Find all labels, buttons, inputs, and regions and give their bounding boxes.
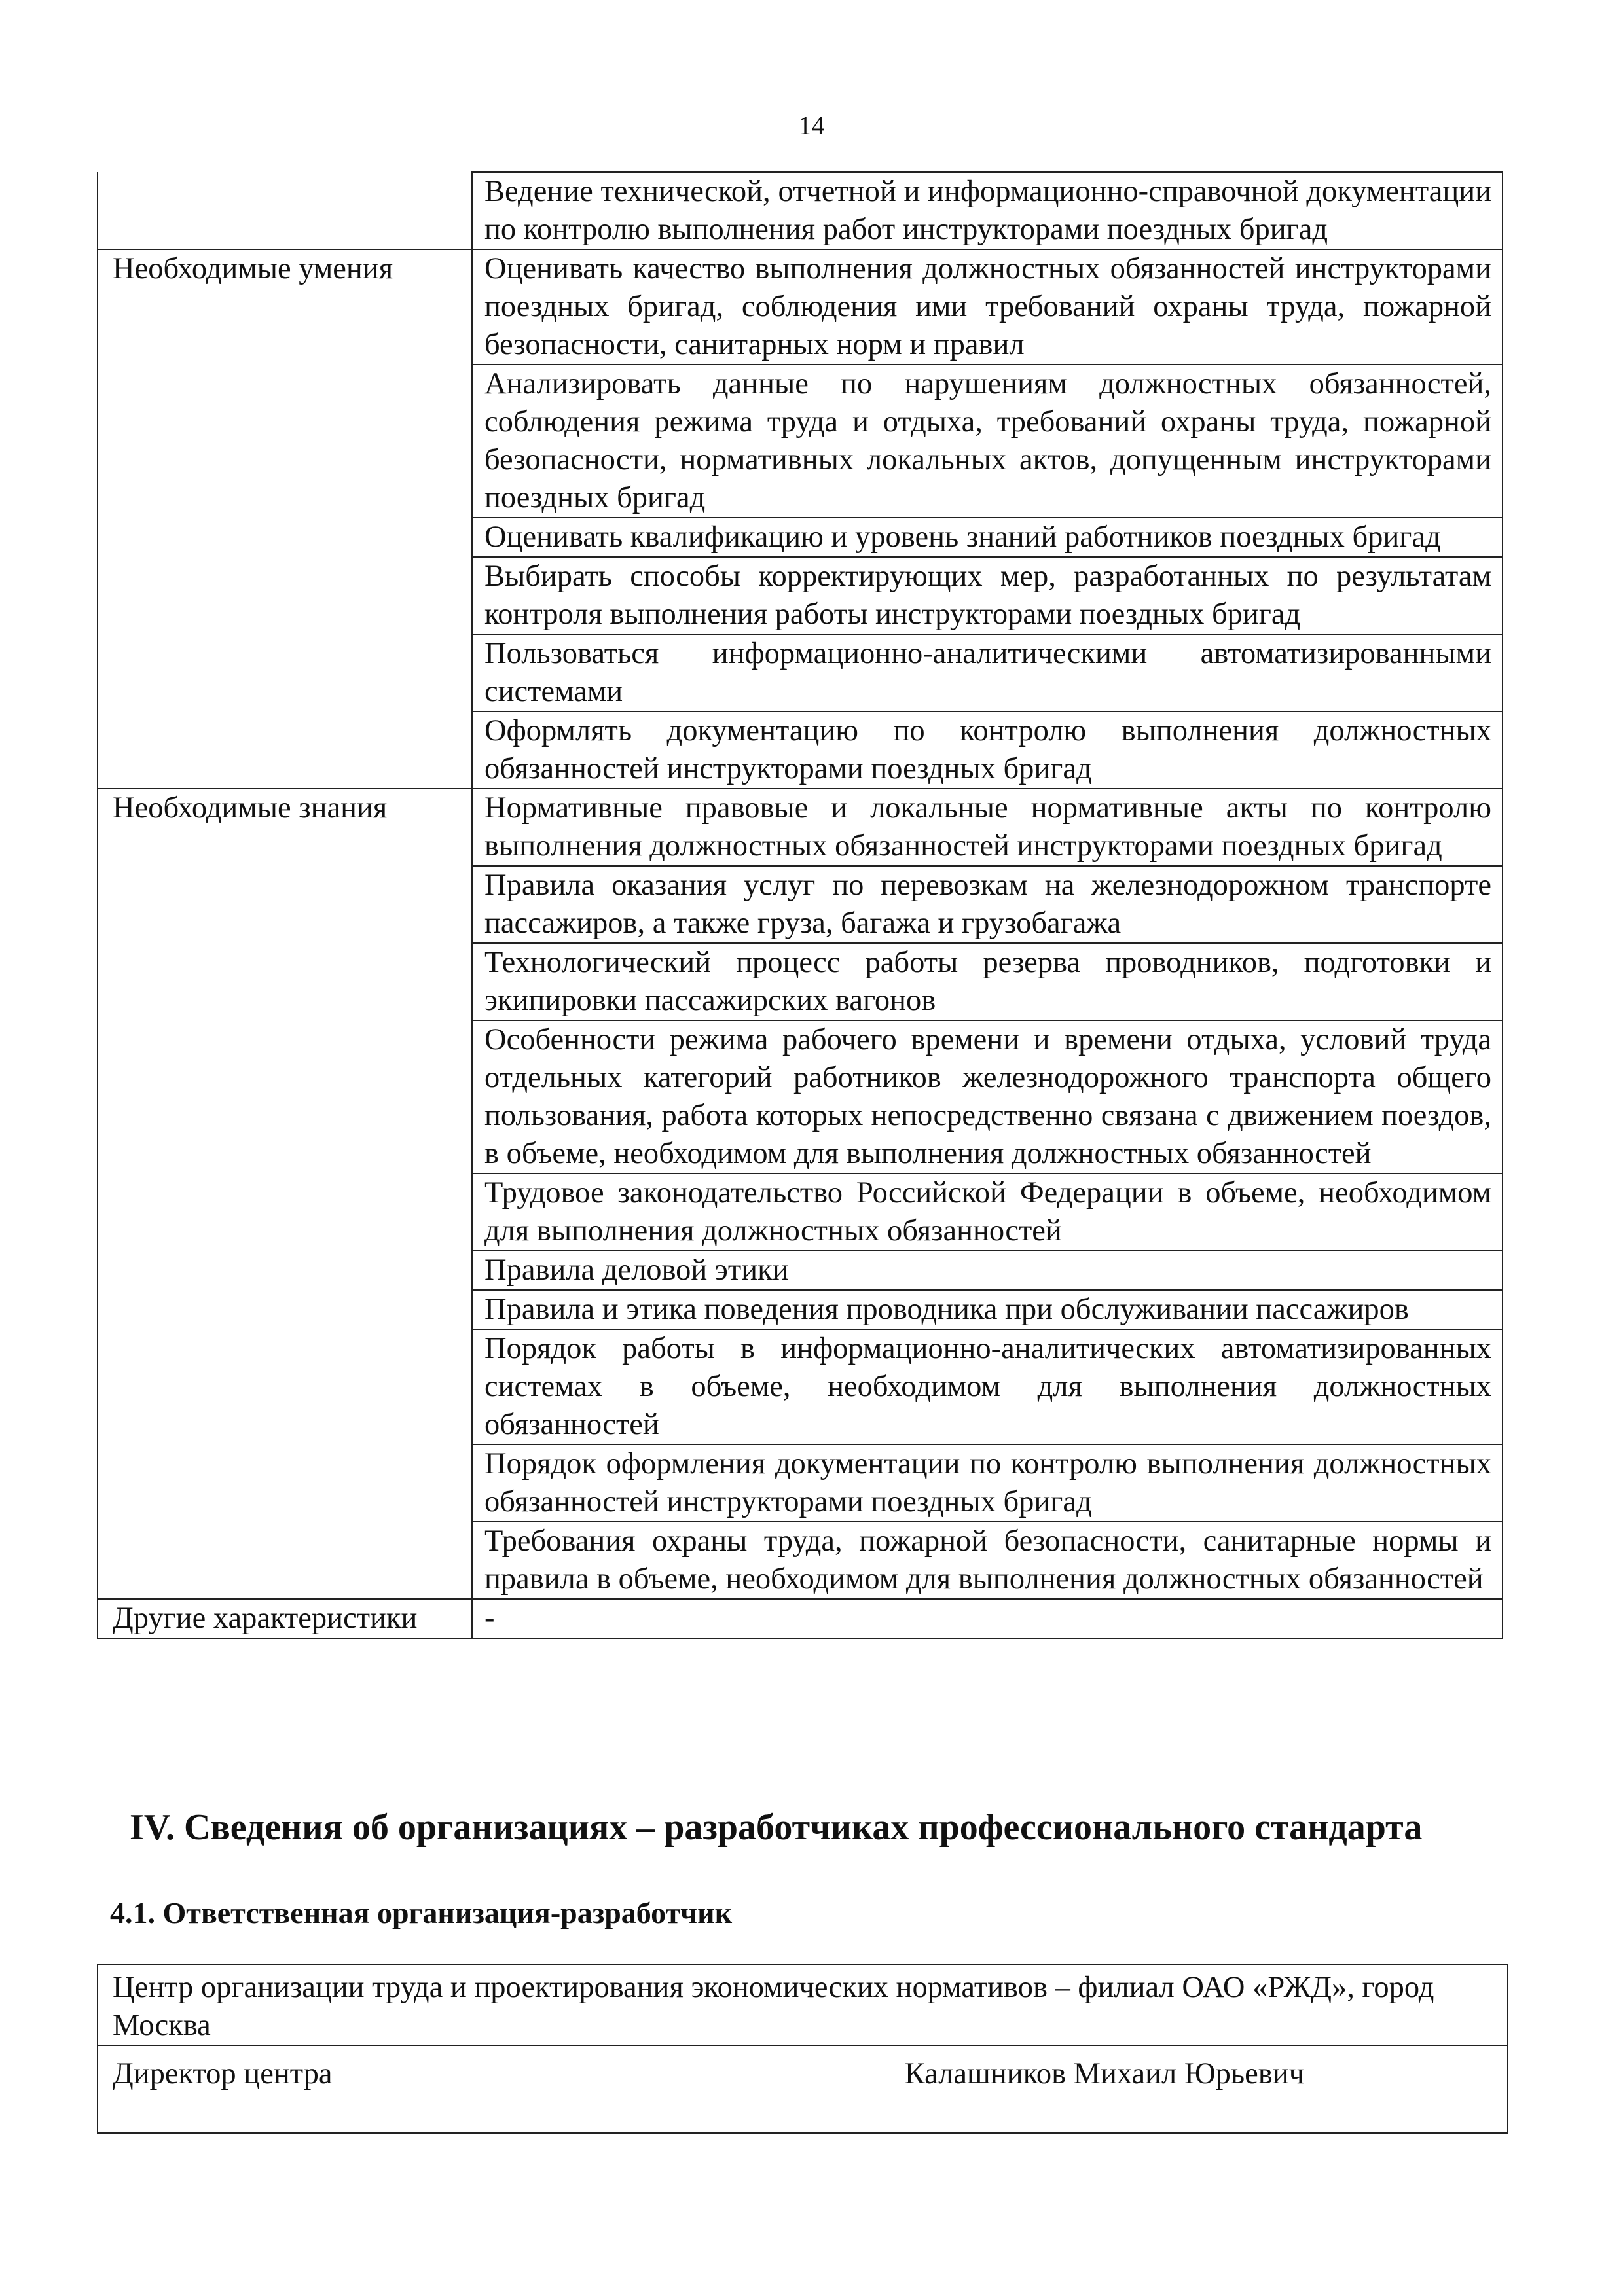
table-row (98, 943, 1503, 1020)
table-row (98, 789, 1503, 866)
row-label (98, 518, 472, 557)
row-value: Выбирать способы корректирующих мер, разработанных по результатам контроля выполнения работы инструкторами поездных бригад (472, 557, 1503, 634)
row-value: Порядок оформления документации по контролю выполнения должностных обязанностей инструкторами поездных бригад (472, 1444, 1503, 1522)
table-row (98, 249, 1503, 365)
director-row (113, 2055, 1494, 2093)
row-value: Оценивать качество выполнения должностных обязанностей инструкторами поездных бригад, соблюдения ими требований охраны труда, пожарной безопасности, санитарных норм и правил (472, 249, 1503, 365)
table-row (98, 1329, 1503, 1444)
table-row (98, 1020, 1503, 1174)
row-label-other: Другие характеристики (98, 1599, 472, 1638)
table-row (98, 365, 1503, 518)
row-value: Особенности режима рабочего времени и времени отдыха, условий труда отдельных категорий работников железнодорожного транспорта общего пользования, работа которых непосредственно связана с движением поездов, в объеме, необходимом для выполнения должностных обязанностей (472, 1020, 1503, 1174)
table-row (98, 172, 1503, 249)
row-label (98, 1174, 472, 1251)
table-row (98, 1251, 1503, 1290)
table-row (98, 866, 1503, 943)
row-value: Анализировать данные по нарушениям должностных обязанностей, соблюдения режима труда и отдыха, требований охраны труда, пожарной безопасности, нормативных локальных актов, допущенным инструкторами поездных бригад (472, 365, 1503, 518)
row-value: Нормативные правовые и локальные нормативные акты по контролю выполнения должностных обязанностей инструкторами поездных бригад (472, 789, 1503, 866)
subsection-title: 4.1. Ответственная организация-разработчик (110, 1896, 733, 1929)
table-row (98, 1444, 1503, 1522)
director-position: Директор центра (113, 2057, 333, 2090)
table-row (98, 1174, 1503, 1251)
organization-table (97, 1964, 1508, 2134)
director-cell (98, 2045, 1508, 2133)
row-value: Трудовое законодательство Российской Федерации в объеме, необходимом для выполнения должностных обязанностей (472, 1174, 1503, 1251)
row-value: Правила деловой этики (472, 1251, 1503, 1290)
row-value: Оформлять документацию по контролю выполнения должностных обязанностей инструкторами поездных бригад (472, 711, 1503, 789)
row-label (98, 634, 472, 711)
row-value: Оценивать квалификацию и уровень знаний работников поездных бригад (472, 518, 1503, 557)
table-row (98, 518, 1503, 557)
row-label (98, 711, 472, 789)
table-row (98, 1599, 1503, 1638)
characteristics-table (97, 171, 1503, 1639)
row-label (98, 365, 472, 518)
table-row (98, 1522, 1503, 1599)
row-label (98, 557, 472, 634)
row-label (98, 1329, 472, 1444)
row-label-skills: Необходимые умения (98, 249, 472, 365)
row-label (98, 1444, 472, 1522)
row-value: Пользоваться информационно-аналитическими автоматизированными системами (472, 634, 1503, 711)
row-label (98, 1522, 472, 1599)
table-row (98, 634, 1503, 711)
table-row (98, 711, 1503, 789)
row-value: Требования охраны труда, пожарной безопасности, санитарные нормы и правила в объеме, необходимом для выполнения должностных обязанностей (472, 1522, 1503, 1599)
row-label (98, 1020, 472, 1174)
row-label (98, 172, 472, 249)
table-row (98, 1964, 1508, 2045)
row-label (98, 866, 472, 943)
row-value: Ведение технической, отчетной и информационно-справочной документации по контролю выполнения работ инструкторами поездных бригад (472, 172, 1503, 249)
page-number: 14 (798, 111, 825, 140)
row-value: Правила оказания услуг по перевозкам на железнодорожном транспорте пассажиров, а также груза, багажа и грузобагажа (472, 866, 1503, 943)
table-row (98, 2045, 1508, 2133)
row-value: Порядок работы в информационно-аналитических автоматизированных системах в объеме, необходимом для выполнения должностных обязанностей (472, 1329, 1503, 1444)
table-row (98, 1290, 1503, 1329)
director-name: Калашников Михаил Юрьевич (904, 2057, 1304, 2090)
organization-name: Центр организации труда и проектирования экономических нормативов – филиал ОАО «РЖД», город Москва (98, 1964, 1508, 2045)
row-value: - (472, 1599, 1503, 1638)
row-label (98, 1290, 472, 1329)
row-label (98, 1251, 472, 1290)
row-label (98, 943, 472, 1020)
row-label-knowledge: Необходимые знания (98, 789, 472, 866)
section-title: IV. Сведения об организациях – разработчиках профессионального стандарта (130, 1807, 1423, 1848)
row-value: Технологический процесс работы резерва проводников, подготовки и экипировки пассажирских вагонов (472, 943, 1503, 1020)
table-row (98, 557, 1503, 634)
row-value: Правила и этика поведения проводника при обслуживании пассажиров (472, 1290, 1503, 1329)
